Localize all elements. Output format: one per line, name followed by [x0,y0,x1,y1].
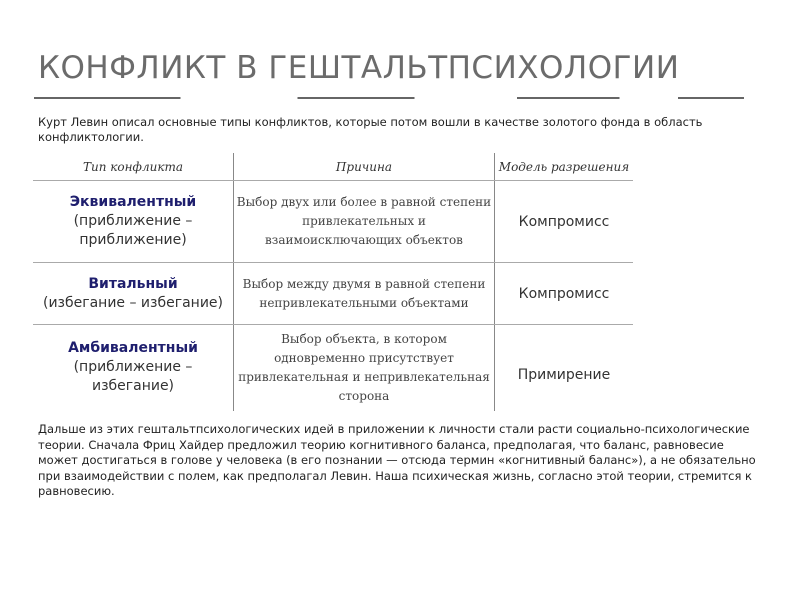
type-name: Амбивалентный [68,340,198,357]
intro-paragraph: Курт Левин описал основные типы конфликтов, которые потом вошли в качестве золотого фонда в область конфликтологии. [38,115,703,144]
cause-cell: Выбор двух или более в равной степени привлекательных и взаимоисключающих объектов [234,181,495,263]
title-divider [34,97,766,99]
table-row [33,263,633,325]
header-cause: Причина [234,153,495,181]
cause-cell: Выбор объекта, в котором одновременно присутствует привлекательная и непривлекательная сторона [234,325,495,411]
outro-paragraph: Дальше из этих гештальтпсихологических идей в приложении к личности стали расти социально-психологические теории. Сначала Фриц Хайдер предложил теорию когнитивного баланса, предполагая, что баланс, равновесие может достигаться в голове у человека (в его познании — отсюда термин «когнитивный баланс»), а не обязательно при взаимодействии с полем, как предполагал Левин. Наша психическая жизнь, согласно этой теории, стремится к равновесию. [38,422,756,498]
type-cell [33,325,234,411]
table-header-row [33,153,633,181]
type-name: Витальный [88,275,178,292]
cause-cell: Выбор между двумя в равной степени непривлекательными объектами [234,263,495,325]
type-subtype: (избегание – избегание) [42,294,223,311]
conflict-table [33,153,633,411]
table-row [33,325,633,411]
header-resolution: Модель разрешения [495,153,634,181]
type-cell [33,263,234,325]
type-subtype: (приближение – приближение) [73,213,193,248]
resolution-cell: Примирение [495,325,634,411]
slide-title: КОНФЛИКТ В ГЕШТАЛЬТПСИХОЛОГИИ [38,50,680,86]
resolution-cell: Компромисс [495,263,634,325]
resolution-cell: Компромисс [495,181,634,263]
type-subtype: (приближение – избегание) [73,359,193,395]
type-cell [33,181,234,263]
table-row [33,181,633,263]
header-type: Тип конфликта [33,153,234,181]
type-name: Эквивалентный [69,194,197,210]
